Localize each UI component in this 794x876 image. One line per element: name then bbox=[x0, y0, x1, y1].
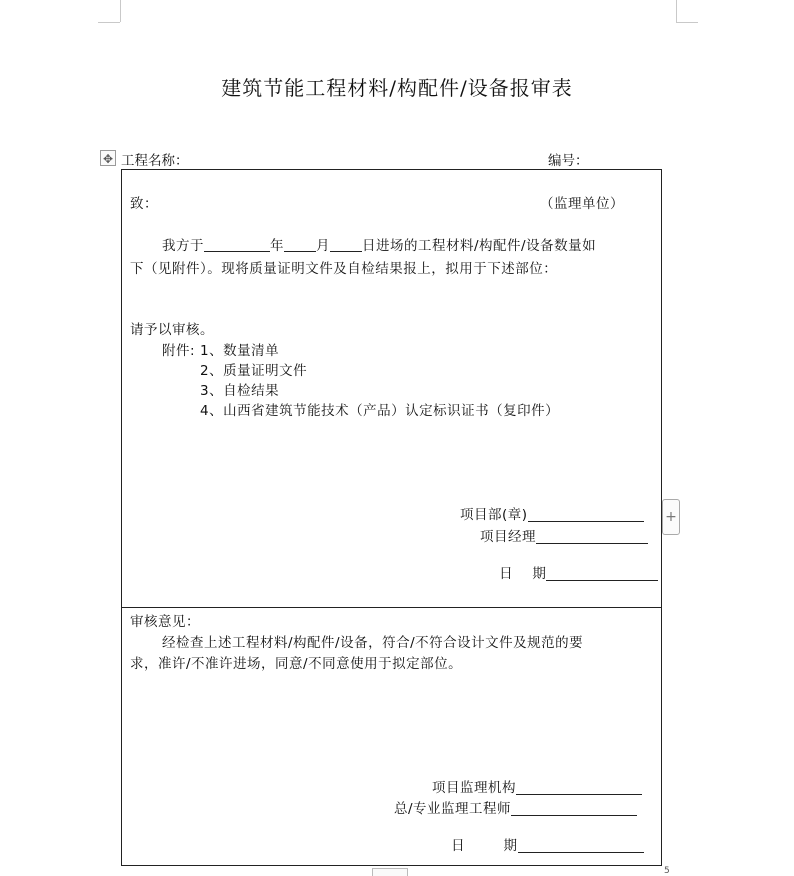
serial-number-label: 编号： bbox=[548, 153, 589, 169]
signature-engineer-label: 总/专业监理工程师 bbox=[394, 801, 512, 817]
attachment-label: 附件: bbox=[162, 343, 196, 359]
signature-org-line[interactable] bbox=[516, 780, 642, 795]
signature-org-row bbox=[432, 776, 642, 796]
year-label: 年 bbox=[270, 238, 284, 254]
please-review-text: 请予以审核。 bbox=[130, 322, 214, 338]
crop-mark-top-right-h bbox=[676, 22, 698, 23]
opinion-label: 审核意见： bbox=[130, 614, 200, 630]
signature-date-label: 日 期 bbox=[499, 566, 547, 582]
supervision-unit-label: （监理单位） bbox=[540, 196, 624, 212]
signature-manager-line[interactable] bbox=[536, 529, 648, 544]
signature-engineer-line[interactable] bbox=[511, 801, 637, 816]
signature-dept-line[interactable] bbox=[528, 507, 644, 522]
submission-paragraph-line1 bbox=[162, 234, 596, 254]
signature-engineer-row bbox=[394, 797, 637, 817]
signature-dept-row bbox=[460, 503, 644, 523]
year-blank[interactable] bbox=[204, 238, 270, 252]
to-label: 致： bbox=[130, 196, 158, 212]
crop-mark-top-left-v bbox=[120, 0, 121, 22]
page-title: 建筑节能工程材料/构配件/设备报审表 bbox=[221, 76, 573, 100]
day-text: 日进场的工程材料/构配件/设备数量如 bbox=[362, 238, 597, 254]
month-blank[interactable] bbox=[284, 238, 316, 252]
section-divider bbox=[122, 607, 661, 608]
attachment-item: 2、质量证明文件 bbox=[200, 363, 308, 379]
submission-paragraph-line2: 下（见附件）。现将质量证明文件及自检结果报上，拟用于下述部位： bbox=[130, 261, 558, 277]
signature-date-row bbox=[480, 546, 658, 598]
signature-manager-row bbox=[480, 525, 648, 545]
attachment-item: 3、自检结果 bbox=[200, 383, 280, 399]
signature-date2-row bbox=[432, 818, 644, 870]
para-prefix: 我方于 bbox=[162, 238, 204, 254]
month-label: 月 bbox=[316, 238, 330, 254]
signature-date2-line[interactable] bbox=[518, 838, 644, 853]
bottom-scroll-tab[interactable] bbox=[372, 868, 408, 876]
signature-date-line[interactable] bbox=[546, 566, 658, 581]
signature-date2-label: 日 期 bbox=[451, 838, 518, 854]
signature-dept-label: 项目部(章) bbox=[460, 507, 528, 523]
page-number: 5 bbox=[664, 866, 670, 876]
crop-mark-top-right-v bbox=[676, 0, 677, 22]
add-row-button[interactable]: + bbox=[662, 499, 680, 535]
day-blank[interactable] bbox=[330, 238, 362, 252]
table-move-handle-icon[interactable]: ✥ bbox=[100, 150, 116, 166]
opinion-line1: 经检查上述工程材料/构配件/设备，符合/不符合设计文件及规范的要 bbox=[162, 635, 584, 651]
crop-mark-top-left-h bbox=[98, 22, 120, 23]
attachment-item: 1、数量清单 bbox=[200, 343, 280, 359]
project-name-label: 工程名称： bbox=[121, 153, 189, 169]
opinion-line2: 求，准许/不准许进场，同意/不同意使用于拟定部位。 bbox=[130, 656, 463, 672]
attachment-item: 4、山西省建筑节能技术（产品）认定标识证书（复印件） bbox=[200, 403, 560, 419]
signature-org-label: 项目监理机构 bbox=[432, 780, 516, 796]
signature-manager-label: 项目经理 bbox=[480, 529, 536, 545]
form-table bbox=[121, 169, 662, 866]
